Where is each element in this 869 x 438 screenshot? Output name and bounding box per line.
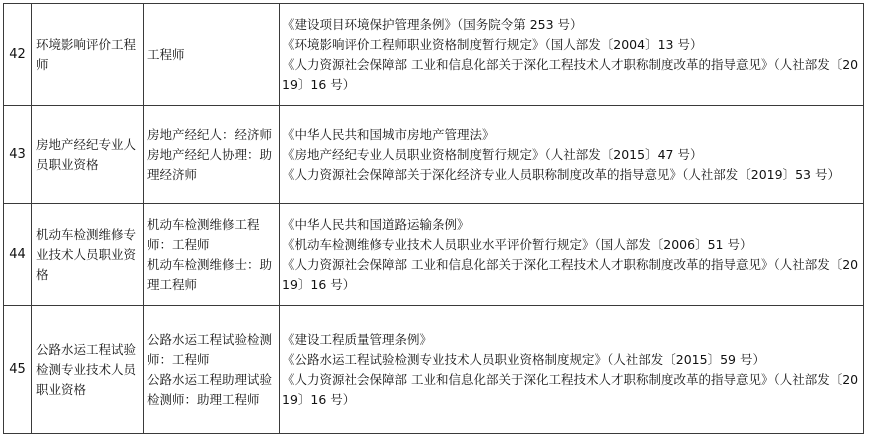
basis-line: 《建设项目环境保护管理条例》（国务院令第 253 号） (282, 16, 583, 32)
title-correspondence (144, 306, 280, 434)
title-correspondence (144, 204, 280, 306)
row-number: 45 (4, 306, 32, 434)
title-line: 房地产经纪人：经济师 (147, 126, 273, 142)
legal-basis (280, 306, 864, 434)
legal-basis (280, 204, 864, 306)
row-number: 43 (4, 106, 32, 204)
qualification-category: 机动车检测维修专业技术人员职业资格 (32, 204, 144, 306)
basis-line: 《房地产经纪专业人员职业资格制度暂行规定》（人社部发〔2015〕47 号） (282, 146, 703, 162)
title-line: 房地产经纪人协理：助理经济师 (147, 146, 273, 182)
basis-line: 《环境影响评价工程师职业资格制度暂行规定》（国人部发〔2004〕13 号） (282, 36, 703, 52)
basis-line: 《人力资源社会保障部关于深化经济专业人员职称制度改革的指导意见》（人社部发〔2019〕53 号） (282, 166, 840, 182)
title-line: 工程师 (147, 46, 185, 62)
table-row (4, 204, 864, 306)
title-line: 机动车检测维修工程师：工程师 (147, 216, 260, 252)
basis-line: 《机动车检测维修专业技术人员职业水平评价暂行规定》（国人部发〔2006〕51 号） (282, 236, 753, 252)
qualification-category: 环境影响评价工程师 (32, 4, 144, 106)
qualification-category: 房地产经纪专业人员职业资格 (32, 106, 144, 204)
qualification-category: 公路水运工程试验检测专业技术人员职业资格 (32, 306, 144, 434)
table-row (4, 106, 864, 204)
basis-line: 《公路水运工程试验检测专业技术人员职业资格制度规定》（人社部发〔2015〕59 号） (282, 351, 765, 367)
legal-basis (280, 106, 864, 204)
title-line: 公路水运工程助理试验检测师：助理工程师 (147, 371, 273, 407)
basis-line: 《中华人民共和国道路运输条例》 (282, 216, 470, 232)
row-number: 44 (4, 204, 32, 306)
row-number: 42 (4, 4, 32, 106)
basis-line: 《人力资源社会保障部 工业和信息化部关于深化工程技术人才职称制度改革的指导意见》（人社部发〔2019〕16 号） (282, 56, 859, 92)
title-line: 公路水运工程试验检测师：工程师 (147, 331, 273, 367)
basis-line: 《建设工程质量管理条例》 (282, 331, 433, 347)
legal-basis (280, 4, 864, 106)
basis-line: 《中华人民共和国城市房地产管理法》 (282, 126, 495, 142)
title-correspondence (144, 106, 280, 204)
basis-line: 《人力资源社会保障部 工业和信息化部关于深化工程技术人才职称制度改革的指导意见》（人社部发〔2019〕16 号） (282, 256, 859, 292)
title-correspondence (144, 4, 280, 106)
basis-line: 《人力资源社会保障部 工业和信息化部关于深化工程技术人才职称制度改革的指导意见》（人社部发〔2019〕16 号） (282, 371, 859, 407)
qualification-table (3, 3, 864, 434)
table-row (4, 4, 864, 106)
table-row (4, 306, 864, 434)
title-line: 机动车检测维修士：助理工程师 (147, 256, 273, 292)
